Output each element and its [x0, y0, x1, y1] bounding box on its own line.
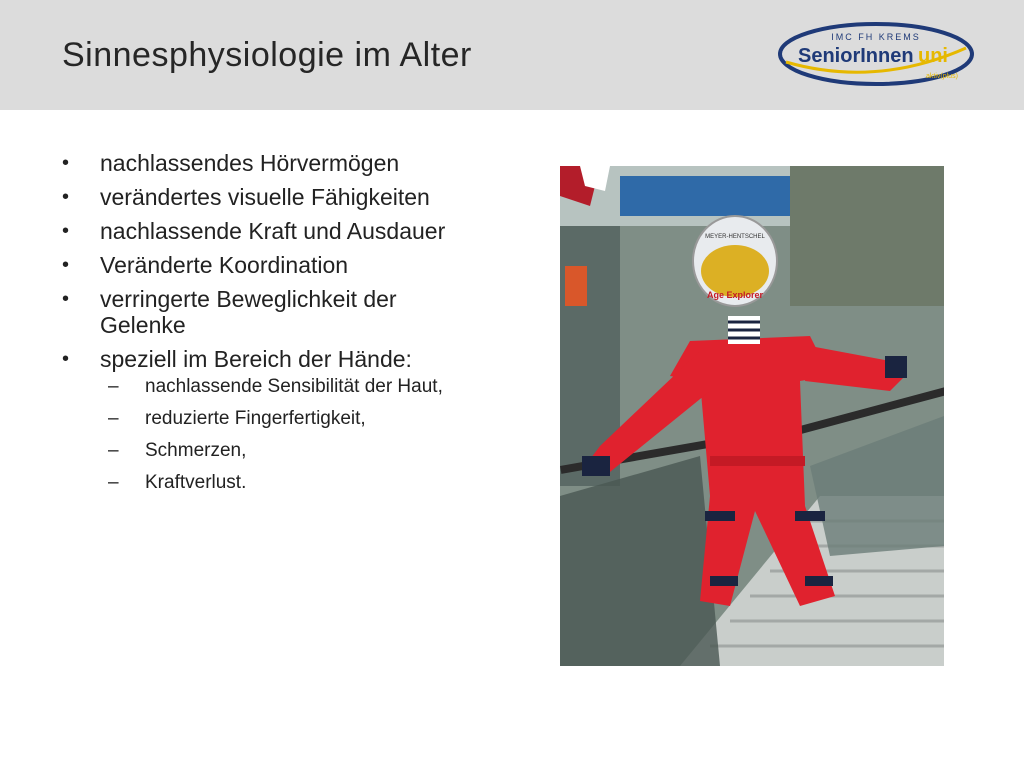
senioreninnenuni-logo — [776, 18, 976, 90]
bullet-item: • speziell im Bereich der Hände: – nachlassende Sensibilität der Haut, – reduzierte Fingerfertigkeit, – Schmerzen, – Kraftverlust. — [62, 346, 522, 494]
bullet-dot-icon: • — [62, 254, 70, 276]
header-bar — [0, 0, 1024, 110]
photo-illustration — [560, 166, 944, 666]
bullet-dot-icon: • — [62, 220, 70, 242]
dash-icon: – — [108, 408, 119, 429]
dash-icon: – — [108, 376, 119, 397]
slide-title: Sinnesphysiologie im Alter — [62, 36, 472, 74]
helmet-top-label: MEYER-HENTSCHEL — [705, 234, 765, 240]
sub-bullet-item: – reduzierte Fingerfertigkeit, — [108, 408, 366, 429]
logo-main-text-a: SeniorInnen — [798, 45, 914, 67]
age-explorer-photo — [560, 166, 944, 666]
bullet-item: • verringerte Beweglichkeit der Gelenke — [62, 286, 397, 338]
helmet-label: Age Explorer — [706, 290, 764, 300]
bullet-dot-icon: • — [62, 186, 70, 208]
sub-bullet-item: – nachlassende Sensibilität der Haut, — [108, 376, 443, 397]
dash-icon: – — [108, 440, 119, 461]
sub-bullet-item: – Schmerzen, — [108, 440, 247, 461]
logo-sub-text: aktiv(plus) — [926, 73, 958, 80]
bullet-item: • nachlassende Kraft und Ausdauer — [62, 218, 446, 244]
dash-icon: – — [108, 472, 119, 493]
bullet-item: • Veränderte Koordination — [62, 252, 349, 278]
bullet-list-container — [62, 150, 522, 504]
bullet-dot-icon: • — [62, 288, 70, 310]
bullet-dot-icon: • — [62, 152, 70, 174]
bullet-item: • verändertes visuelle Fähigkeiten — [62, 184, 430, 210]
bullet-dot-icon: • — [62, 348, 70, 370]
logo-main-text-b: uni — [918, 45, 948, 67]
bullet-list — [62, 150, 522, 494]
sub-bullet-list — [100, 376, 522, 494]
logo-top-text: IMC FH KREMS — [831, 32, 921, 42]
sub-bullet-item: – Kraftverlust. — [108, 472, 247, 493]
bullet-item: • nachlassendes Hörvermögen — [62, 150, 400, 176]
